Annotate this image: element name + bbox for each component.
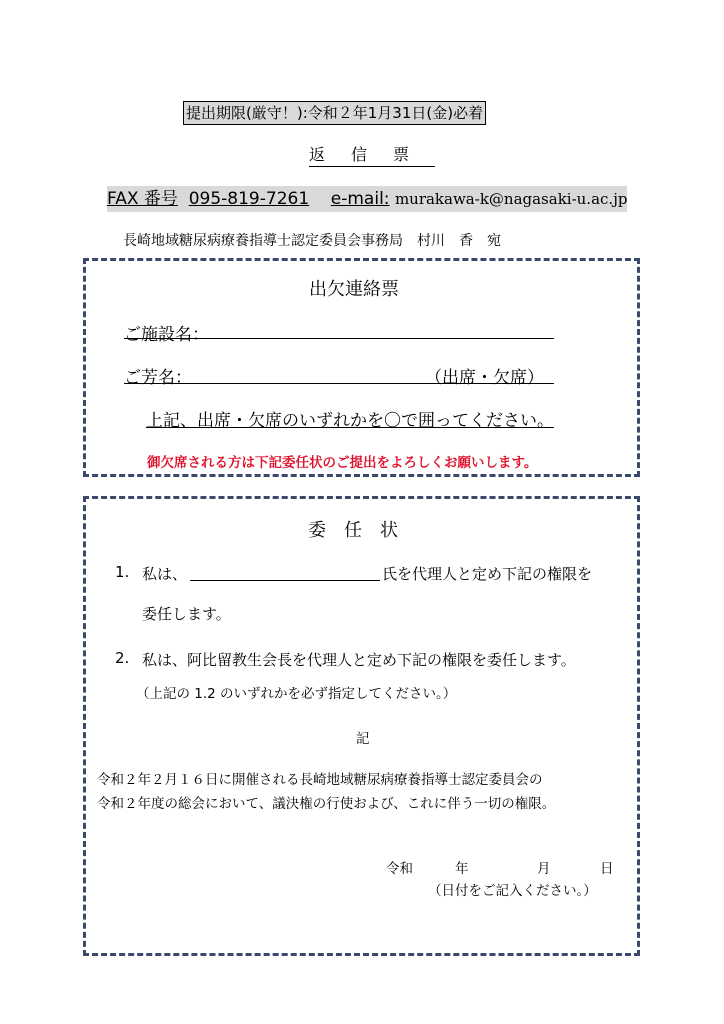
name-label: ご芳名： <box>124 368 192 388</box>
attend-options[interactable]: （出席・欠席） <box>425 368 544 388</box>
item1-number: 1. <box>115 563 130 581</box>
item2-number: 2. <box>115 649 130 667</box>
facility-label: ご施設名： <box>124 325 209 345</box>
item2-text: 私は、阿比留教生会長を代理人と定め下記の権限を委任します。 <box>142 651 576 669</box>
facility-input-line[interactable] <box>124 338 554 339</box>
fax-label: FAX 番号 <box>107 189 178 209</box>
contact-line <box>107 186 627 212</box>
proxy-body-line-1: 令和２年２月１６日に開催される長崎地域糖尿病療養指導士認定委員会の <box>97 772 543 788</box>
deadline-notice: 提出期限(厳守！):令和２年1月31日(金)必着 <box>183 101 486 125</box>
reply-form-title: 返信票 <box>309 145 435 167</box>
date-month: 月 <box>537 861 551 877</box>
email-address[interactable]: murakawa-k@nagasaki-u.ac.jp <box>394 190 628 208</box>
proxy-title: 委 任 状 <box>308 520 398 541</box>
ki-label: 記 <box>356 731 370 747</box>
proxy-body-line-2: 令和２年度の総会において、議決権の行使および、これに伴う一切の権限。 <box>97 796 556 812</box>
date-note: （日付をご記入ください。） <box>428 883 597 899</box>
date-era: 令和 <box>386 861 413 877</box>
item1-suffix: 氏を代理人と定め下記の権限を <box>382 565 593 583</box>
date-day: 日 <box>600 861 614 877</box>
office-address: 長崎地域糖尿病療養指導士認定委員会事務局 村川 香 宛 <box>123 233 501 249</box>
proxy-note: （上記の 1.2 のいずれかを必ず指定してください。） <box>136 686 457 702</box>
fax-number: 095-819-7261 <box>188 189 310 209</box>
item1-continuation: 委任します。 <box>142 605 231 623</box>
email-label: e-mail: <box>330 189 390 209</box>
name-input-line[interactable] <box>124 383 554 384</box>
proxy-name-input-line[interactable] <box>190 580 380 581</box>
absence-note: 御欠席される方は下記委任状のご提出をよろしくお願いします。 <box>147 455 538 471</box>
date-year: 年 <box>455 861 469 877</box>
attendance-instruction: 上記、出席・欠席のいずれかを〇で囲ってください。 <box>146 411 554 431</box>
attendance-title: 出欠連絡票 <box>309 279 399 300</box>
item1-prefix: 私は、 <box>142 565 188 583</box>
